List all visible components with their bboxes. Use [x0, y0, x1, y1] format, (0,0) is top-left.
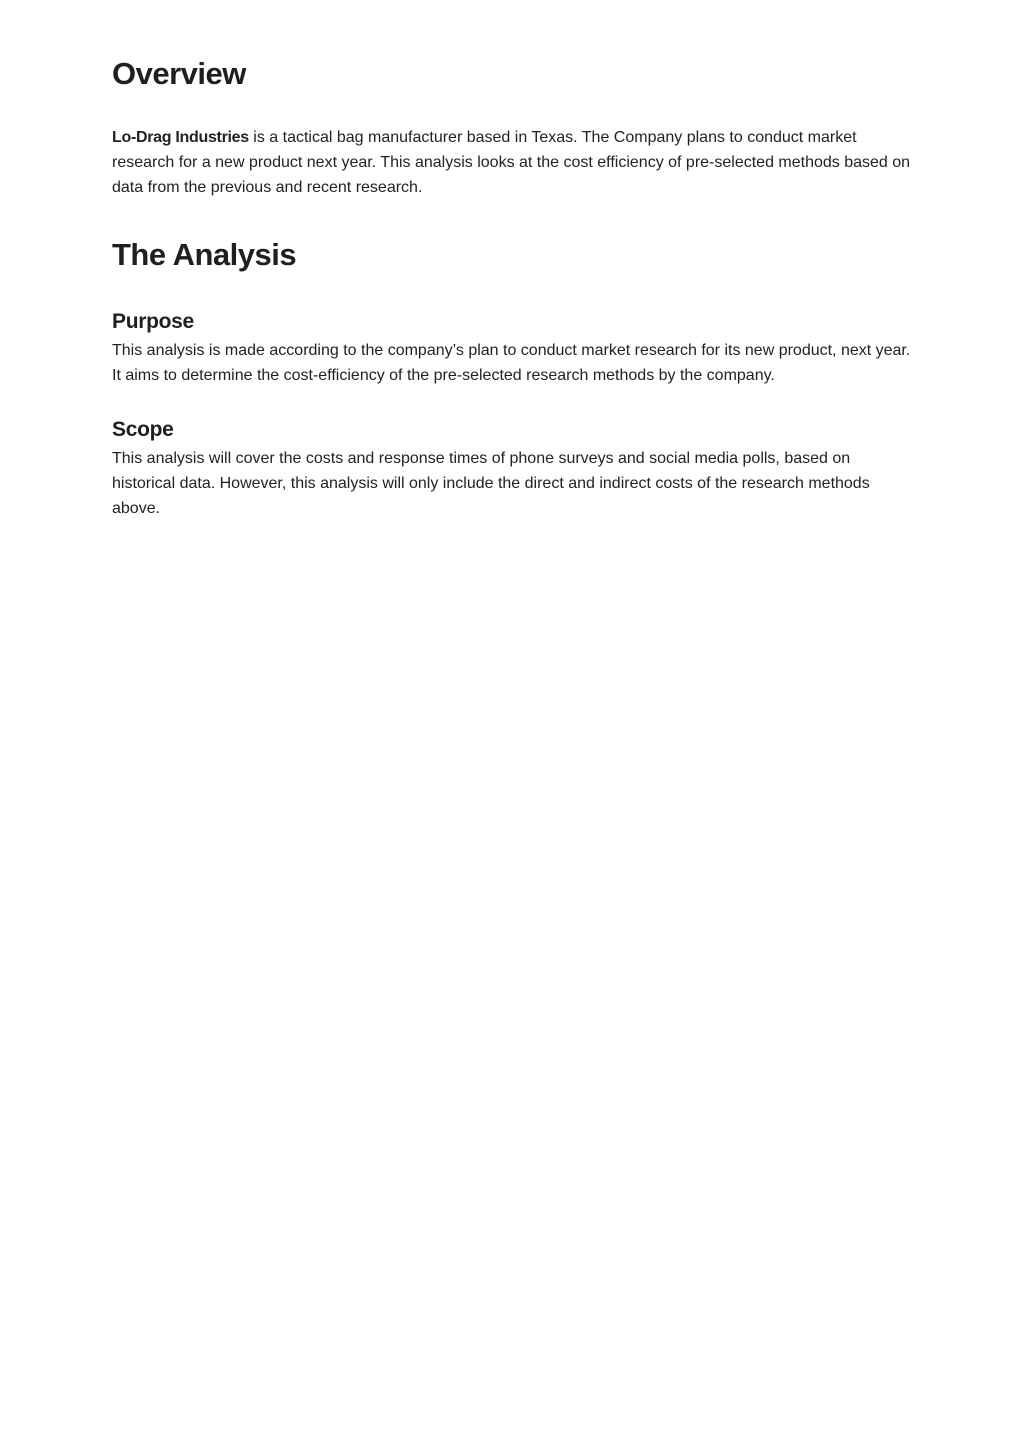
purpose-heading: Purpose [112, 310, 194, 333]
purpose-paragraph: This analysis is made according to the company’s plan to conduct market research for its new product, next year. It aims to determine the cost-efficiency of the pre-selected research methods by the company. [112, 342, 911, 384]
scope-heading: Scope [112, 418, 174, 441]
overview-heading: Overview [112, 56, 246, 91]
analysis-heading: The Analysis [112, 237, 297, 272]
scope-paragraph: This analysis will cover the costs and response times of phone surveys and social media polls, based on historical data. However, this analysis will only include the direct and indirect costs of the research methods above. [112, 450, 870, 517]
company-name: Lo-Drag Industries [112, 129, 249, 146]
overview-body-text: is a tactical bag manufacturer based in Texas. The Company plans to conduct market research for a new product next year. This analysis looks at the cost efficiency of pre-selected methods based on data from the previous and recent research. [112, 129, 911, 196]
overview-paragraph [112, 125, 912, 200]
